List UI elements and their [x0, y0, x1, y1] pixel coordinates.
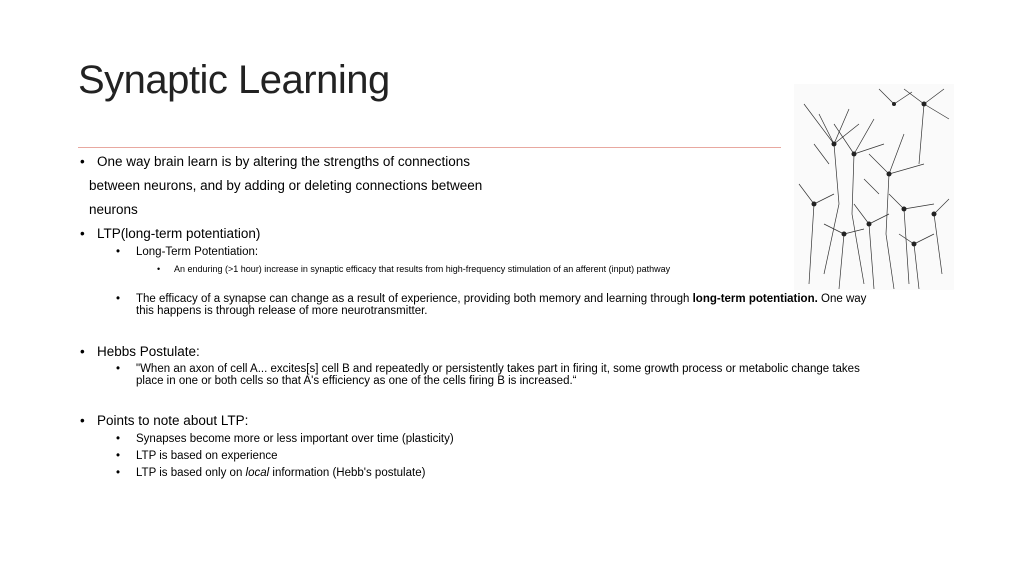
sub-bullet-synapse-efficacy — [136, 293, 866, 305]
bullet-ltp: • LTP(long-term potentiation) — [97, 226, 260, 241]
sub-sub-bullet-ltp-detail: • An enduring (>1 hour) increase in synaptic efficacy that results from high-frequency stimulation of an afferent (input) pathway — [174, 264, 670, 274]
bullet-hebbs-postulate: • Hebbs Postulate: — [97, 344, 200, 359]
title-divider — [78, 147, 781, 148]
sub-bullet-experience: • LTP is based on experience — [136, 450, 278, 462]
sub-bullet-hebb-quote-line2: place in one or both cells so that A's efficiency as one of the cells firing B is increased.“ — [136, 375, 577, 387]
sub-bullet-local-info — [136, 467, 425, 479]
neuron-drawing-icon — [794, 84, 954, 290]
sub-bullet-plasticity: • Synapses become more or less important over time (plasticity) — [136, 433, 454, 445]
efficacy-text-end: One way — [817, 293, 867, 305]
slide-title: Synaptic Learning — [78, 58, 390, 102]
efficacy-text: The efficacy of a synapse can change as a result of experience, providing both memory and learning through — [136, 293, 693, 305]
bullet-brain-learning-line2: between neurons, and by adding or deleting connections between — [89, 178, 483, 193]
local-info-text-end: information (Hebb's postulate) — [269, 467, 426, 479]
bullet-brain-learning-line3: neurons — [89, 202, 138, 217]
neuron-illustration — [794, 84, 954, 290]
sub-bullet-hebb-quote: • "When an axon of cell A... excites[s] cell B and repeatedly or persistently takes part in firing it, some growth process or metabolic change takes — [136, 363, 860, 375]
efficacy-bold-term: long-term potentiation. — [692, 293, 818, 305]
bullet-points-ltp: • Points to note about LTP: — [97, 413, 248, 428]
local-info-text: LTP is based only on — [136, 467, 246, 479]
local-info-emphasis: local — [245, 467, 270, 479]
sub-bullet-synapse-efficacy-line2: this happens is through release of more neurotransmitter. — [136, 305, 428, 317]
sub-bullet-ltp-definition: • Long-Term Potentiation: — [136, 246, 258, 258]
bullet-brain-learning: • One way brain learn is by altering the strengths of connections — [97, 154, 470, 169]
